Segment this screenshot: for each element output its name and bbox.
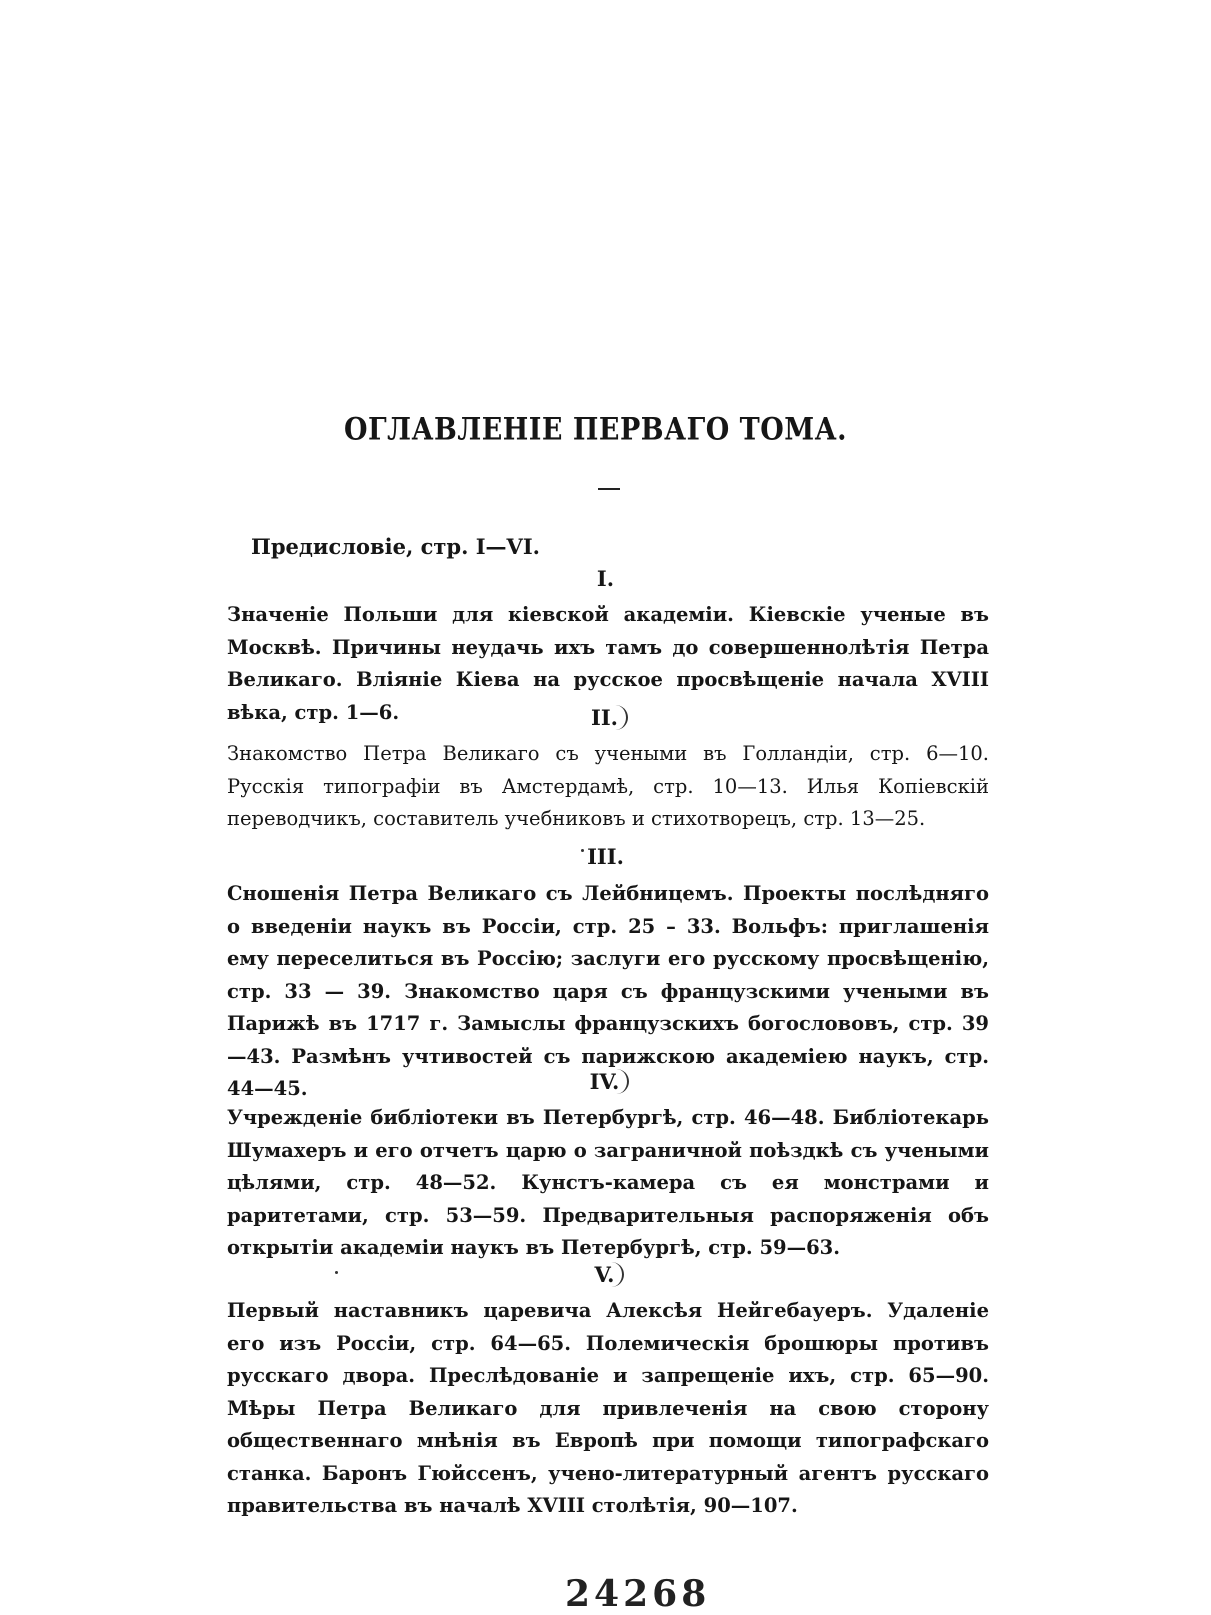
section-numeral-text: II. xyxy=(583,705,628,730)
section-5-text: Первый наставникъ царевича Алексѣя Нейгебауеръ. Удаленіе его изъ Россіи, стр. 64—65. Полемическія брошюры противъ русскаго двора. Преслѣдованіе и запрещеніе ихъ, стр. 65—90. Мѣры Петра Великаго для привлеченія на свою сторону общественнаго мнѣнія въ Европѣ при помощи типографскаго станка. Баронъ Гюйссенъ, учено-литературный агентъ русскаго правительства въ началѣ XVIII столѣтія, 90—107. xyxy=(227,1299,989,1517)
section-3-text: Сношенія Петра Великаго съ Лейбницемъ. Проекты послѣдняго о введеніи наукъ въ Россіи, стр. 25 – 33. Вольфъ: приглашенія ему переселиться въ Россію; заслуги его русскому просвѣщенію, стр. 33 — 39. Знакомство царя съ французскими учеными въ Парижѣ въ 1717 г. Замыслы французскихъ богослововъ, стр. 39—43. Размѣнъ учтивостей съ парижскою академіею наукъ, стр. 44—45. xyxy=(227,882,989,1100)
section-numeral-2 xyxy=(0,705,1211,730)
section-numeral-5 xyxy=(0,1262,1211,1287)
section-2-text: Знакомство Петра Великаго съ учеными въ Голландіи, стр. 6—10. Русскія типографіи въ Амстердамѣ, стр. 10—13. Илья Копіевскій переводчикъ, составитель учебниковъ и стихотворецъ, стр. 13—25. xyxy=(227,742,989,830)
section-numeral-text: V. xyxy=(587,1262,625,1287)
page-bottom-cutoff-number xyxy=(565,1573,715,1615)
section-numeral-1 xyxy=(0,566,1211,591)
section-numeral-text: IV. xyxy=(582,1069,630,1094)
page-title: ОГЛАВЛЕНІЕ ПЕРВАГО ТОМА. xyxy=(343,412,848,448)
title-divider xyxy=(598,488,620,490)
preface-line: Предисловіе, стр. I—VI. xyxy=(251,534,540,559)
section-4-text: Учрежденіе библіотеки въ Петербургѣ, стр. 46—48. Библіотекарь Шумахеръ и его отчетъ царю о заграничной поѣздкѣ съ учеными цѣлями, стр. 48—52. Кунстъ-камера съ ея монстрами и раритетами, стр. 53—59. Предварительныя распоряженія объ открытіи академіи наукъ въ Петербургѣ, стр. 59—63. xyxy=(227,1106,989,1259)
section-numeral-text: I. xyxy=(596,566,615,591)
section-1-text: Значеніе Польши для кіевской академіи. Кіевскіе ученые въ Москвѣ. Причины неудачь ихъ тамъ до совершеннолѣтія Петра Великаго. Вліяніе Кіева на русское просвѣщеніе начала XVIII вѣка, стр. 1—6. xyxy=(227,603,989,724)
section-numeral-4 xyxy=(0,1069,1211,1094)
section-numeral-text: III. xyxy=(587,844,624,869)
cutoff-digits: 24268 xyxy=(565,1573,711,1615)
section-numeral-3 xyxy=(0,844,1211,869)
